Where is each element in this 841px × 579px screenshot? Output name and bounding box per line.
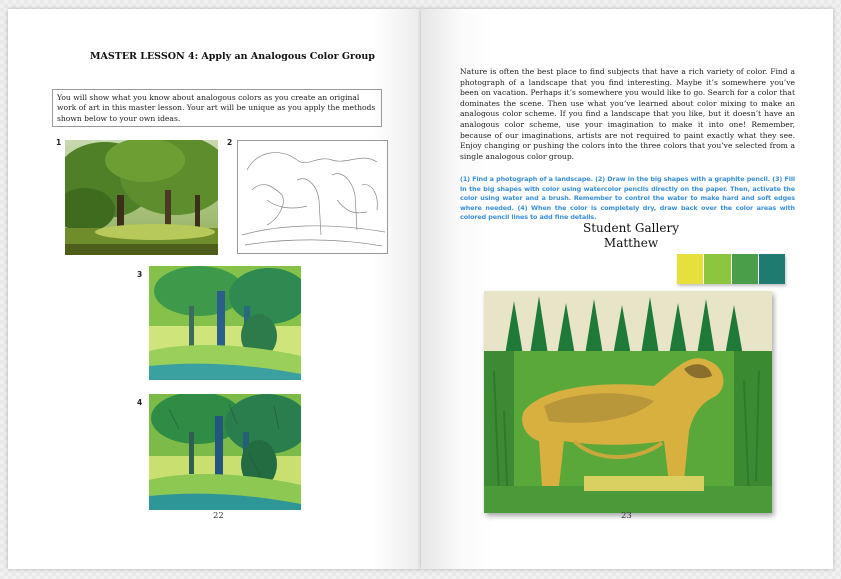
left-page [8, 9, 421, 569]
page-number-right: 23 [621, 511, 632, 521]
page-number-left: 22 [213, 511, 224, 521]
color-swatches [677, 254, 785, 284]
swatch-yellow [677, 254, 703, 284]
finished-painting-image [149, 394, 301, 510]
pencil-sketch-image [237, 140, 388, 254]
gallery-heading [521, 221, 741, 251]
right-page [421, 9, 833, 569]
watercolor-painting-image [149, 266, 301, 380]
swatch-blue-green [759, 254, 785, 284]
landscape-photo-image [65, 140, 218, 255]
step-number-1: 1 [56, 138, 62, 147]
lesson-title: MASTER LESSON 4: Apply an Analogous Color Group [90, 51, 375, 62]
step-number-4: 4 [137, 398, 143, 407]
swatch-yellow-green [704, 254, 730, 284]
student-painting-image [484, 291, 772, 513]
steps-instructions: (1) Find a photograph of a landscape. (2) Draw in the big shapes with a graphite pencil. (3) Fill in the big shapes with color using watercolor pencils directly on the paper. Then, activate the color using water and a brush. Remember to control the water to make hard and soft edges where needed. (4) When the color is completely dry, draw back over the color areas with colored pencil lines to add fine details. [460, 175, 795, 222]
student-name: Matthew [603, 236, 659, 250]
swatch-green [732, 254, 758, 284]
intro-box: You will show what you know about analogous colors as you create an original work of art in this master lesson. Your art will be unique as you apply the methods shown below to your own ideas. [52, 89, 382, 127]
step-number-3: 3 [137, 270, 143, 279]
gallery-title: Student Gallery [583, 221, 679, 235]
step-number-2: 2 [227, 138, 233, 147]
body-paragraph: Nature is often the best place to find subjects that have a rich variety of color. Find a photograph of a landscape that you find interesting. Maybe it’s somewhere you’ve been on vacation. Perhaps it’s somewhere you would like to go. Search for a color that dominates the scene. Then use what you’ve learned about color mixing to make an analogous color scheme. If you find a landscape that you like, but it doesn’t have an analogous color scheme, use your imagination to make it into one! Remember, because of our imaginations, artists are not required to paint exactly what they see. Enjoy changing or pushing the colors into the three colors that you’ve selected from a single analogous color group. [460, 67, 795, 161]
